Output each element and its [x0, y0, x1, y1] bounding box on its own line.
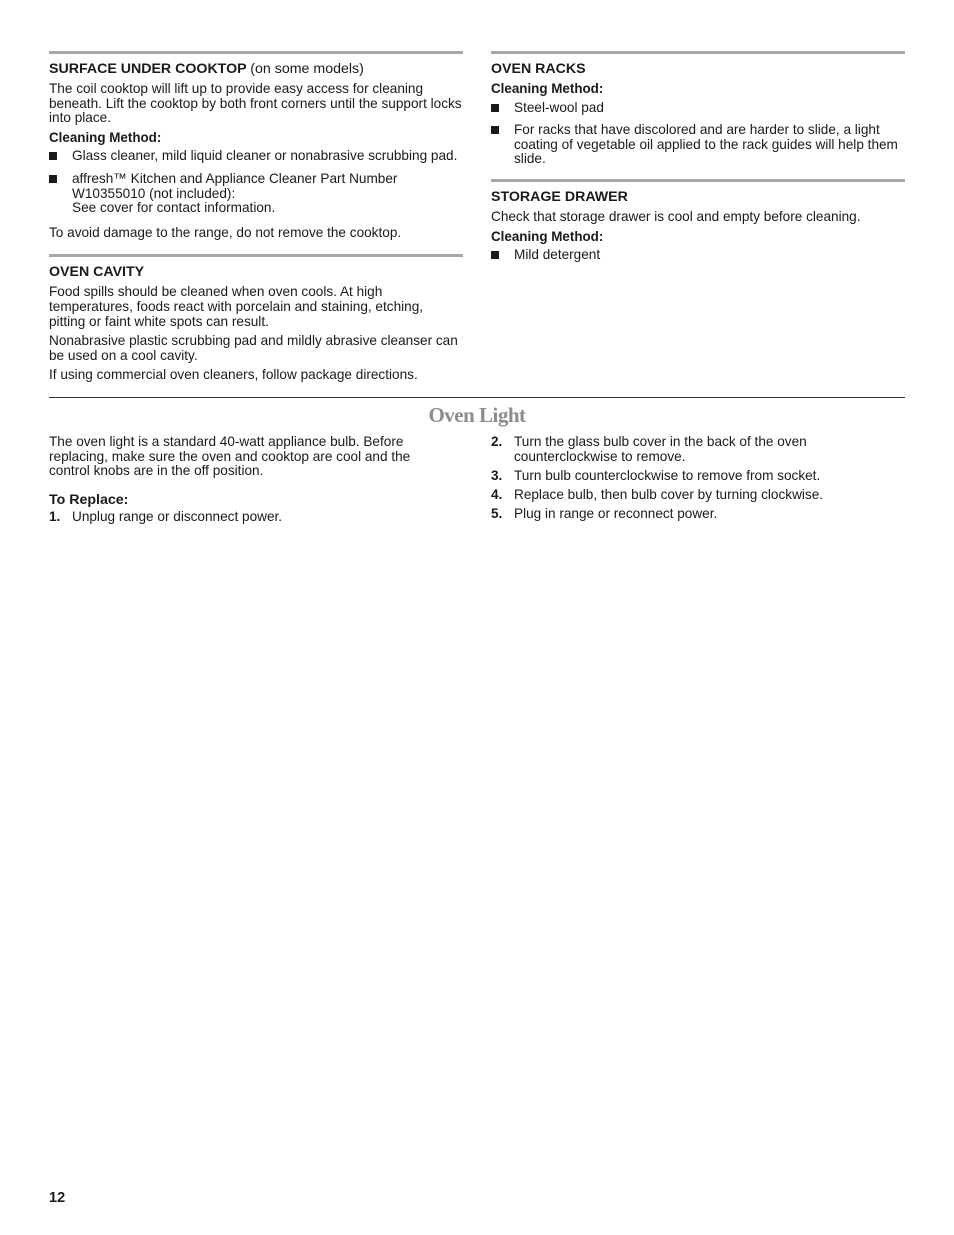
bullet-list — [491, 248, 905, 263]
step-number: 4. — [491, 486, 503, 502]
oven-light-intro: The oven light is a standard 40-watt appliance bulb. Before replacing, make sure the oven and cooktop are cool and the control knobs are in the off position. — [49, 434, 411, 479]
list-item-subtext: See cover for contact information. — [72, 200, 276, 216]
step-text: Replace bulb, then bulb cover by turning clockwise. — [514, 486, 824, 502]
oven-racks-section — [491, 51, 905, 167]
right-column — [491, 51, 905, 271]
section-heading — [49, 61, 463, 78]
bullet-list — [49, 149, 463, 215]
list-item-text: Steel-wool pad — [514, 99, 604, 115]
bullet-square-icon — [491, 104, 499, 112]
paragraph: If using commercial oven cleaners, follow package directions. — [49, 367, 418, 383]
step-text: Turn bulb counterclockwise to remove from socket. — [514, 467, 821, 483]
step-text: Unplug range or disconnect power. — [72, 509, 283, 525]
step-item — [491, 507, 905, 522]
list-item-text: affresh™ Kitchen and Appliance Cleaner Part Number W10355010 (not included): — [72, 170, 398, 201]
paragraph: Food spills should be cleaned when oven cools. At high temperatures, foods react with porcelain and staining, etching, pitting or faint white spots can result. — [49, 284, 424, 329]
bullet-square-icon — [49, 152, 57, 160]
heading-text: SURFACE UNDER COOKTOP — [49, 61, 247, 77]
step-number: 1. — [49, 509, 61, 525]
surface-under-cooktop-section — [49, 51, 463, 240]
bullet-square-icon — [49, 175, 57, 183]
list-item — [491, 248, 905, 263]
page-number: 12 — [49, 1190, 66, 1206]
oven-cavity-section — [49, 254, 463, 383]
section-heading: STORAGE DRAWER — [491, 188, 628, 205]
paragraph: Nonabrasive plastic scrubbing pad and mildly abrasive cleanser can be used on a cool cavity. — [49, 333, 458, 363]
section-heading: OVEN RACKS — [491, 61, 586, 77]
list-item — [491, 123, 905, 167]
step-item — [491, 469, 905, 484]
replace-steps-list — [491, 435, 905, 521]
to-replace-heading: To Replace: — [49, 491, 129, 508]
step-number: 2. — [491, 434, 503, 449]
list-item-text: For racks that have discolored and are harder to slide, a light coating of vegetable oil applied to the rack guides will help them slide. — [514, 122, 898, 167]
bullet-square-icon — [491, 126, 499, 134]
list-item-text: Mild detergent — [514, 247, 601, 263]
list-item — [49, 172, 463, 216]
oven-light-title: Oven Light — [428, 403, 526, 427]
replace-steps-list — [49, 510, 449, 525]
list-item — [491, 101, 905, 116]
step-text: Plug in range or reconnect power. — [514, 505, 718, 521]
step-text: Turn the glass bulb cover in the back of the oven counterclockwise to remove. — [514, 434, 807, 464]
list-item — [49, 149, 463, 164]
storage-drawer-section — [491, 179, 905, 263]
section-body: The coil cooktop will lift up to provide easy access for cleaning beneath. Lift the cooktop by both front corners until the support locks into place. — [49, 81, 462, 126]
list-item-text: Glass cleaner, mild liquid cleaner or nonabrasive scrubbing pad. — [72, 148, 458, 164]
bullet-square-icon — [491, 251, 499, 259]
left-column — [49, 51, 463, 388]
cleaning-method-label: Cleaning Method: — [49, 129, 162, 145]
oven-light-right — [491, 435, 905, 526]
step-number: 3. — [491, 467, 503, 483]
heading-note: (on some models) — [250, 61, 364, 77]
step-item — [491, 435, 905, 464]
step-number: 5. — [491, 505, 503, 521]
bullet-list — [491, 101, 905, 167]
section-note: To avoid damage to the range, do not remove the cooktop. — [49, 224, 402, 240]
section-heading: OVEN CAVITY — [49, 264, 145, 281]
section-divider — [49, 397, 905, 398]
step-item — [491, 488, 905, 503]
cleaning-method-label: Cleaning Method: — [491, 81, 604, 96]
cleaning-method-label: Cleaning Method: — [491, 228, 604, 244]
oven-light-left — [49, 435, 449, 529]
step-item — [49, 510, 449, 525]
section-body: Check that storage drawer is cool and empty before cleaning. — [491, 208, 861, 224]
